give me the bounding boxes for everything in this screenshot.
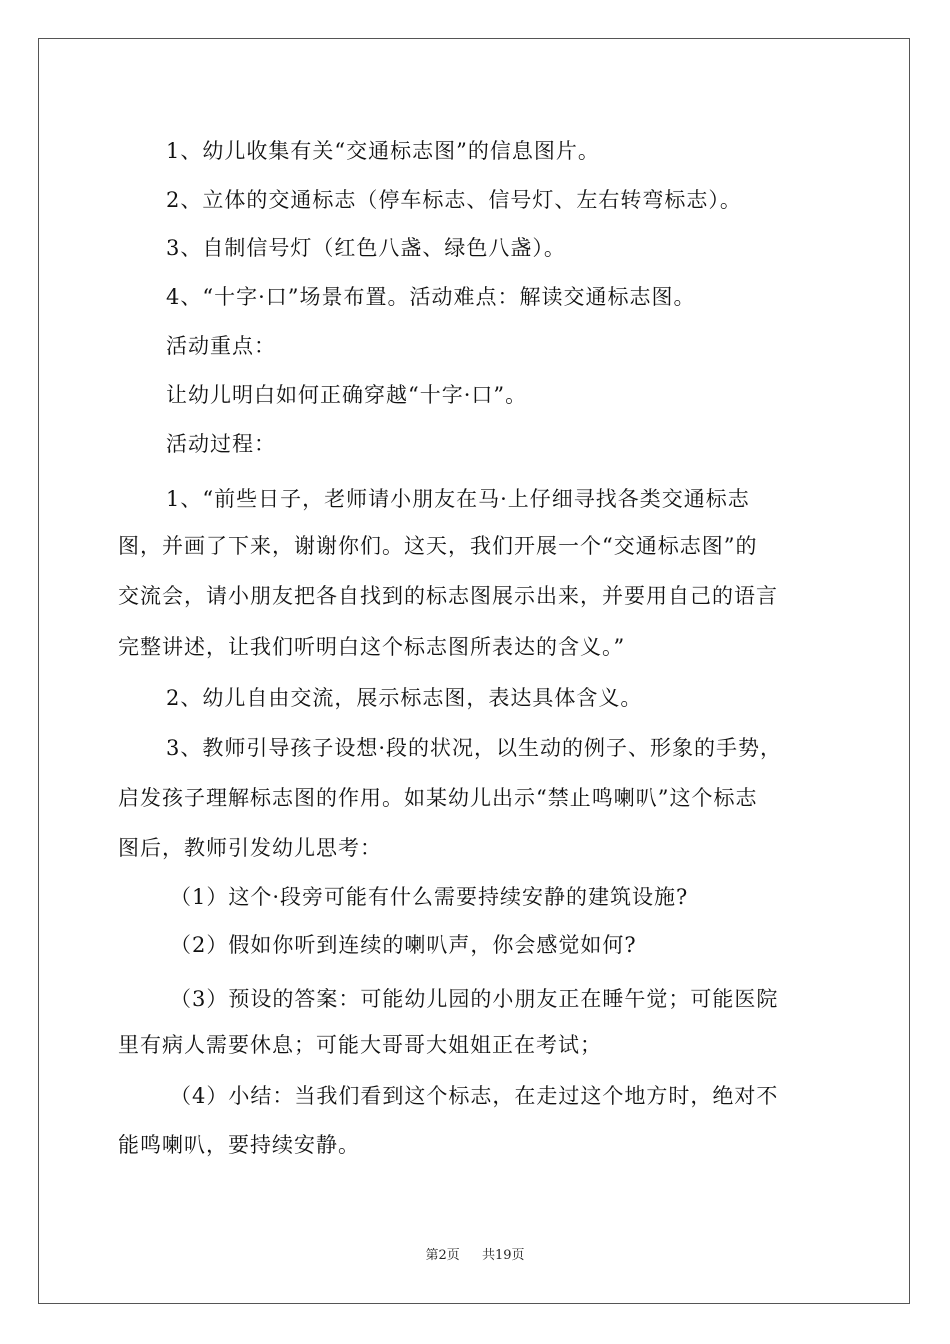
- paragraph-line: 3、自制信号灯（红色八盏、绿色八盏）。: [166, 236, 566, 260]
- list-item-line: （3）预设的答案：可能幼儿园的小朋友正在睡午觉；可能医院: [170, 987, 779, 1011]
- paragraph-line: 2、立体的交通标志（停车标志、信号灯、左右转弯标志）。: [166, 188, 742, 212]
- paragraph-line: 1、“前些日子，老师请小朋友在马·上仔细寻找各类交通标志: [166, 487, 750, 511]
- paragraph-line: 2、幼儿自由交流，展示标志图，表达具体含义。: [166, 686, 643, 710]
- page-footer: [0, 1247, 950, 1265]
- list-item-line: （1）这个·段旁可能有什么需要持续安静的建筑设施?: [170, 885, 689, 909]
- total-pages: 共19页: [482, 1248, 525, 1263]
- paragraph-line: 让幼儿明白如何正确穿越“十字·口”。: [166, 383, 528, 407]
- paragraph-line: 完整讲述，让我们听明白这个标志图所表达的含义。”: [118, 635, 626, 659]
- section-heading: 活动重点：: [166, 334, 276, 358]
- list-item-line: 里有病人需要休息；可能大哥哥大姐姐正在考试；: [118, 1033, 602, 1057]
- page-number: 第2页: [425, 1248, 460, 1263]
- paragraph-line: 交流会，请小朋友把各自找到的标志图展示出来，并要用自己的语言: [118, 584, 778, 608]
- list-item-line: （2）假如你听到连续的喇叭声，你会感觉如何?: [170, 933, 637, 957]
- list-item-line: （4）小结：当我们看到这个标志，在走过这个地方时，绝对不: [170, 1084, 779, 1108]
- page-border: [38, 38, 910, 1304]
- paragraph-line: 图，并画了下来，谢谢你们。这天，我们开展一个“交通标志图”的: [118, 534, 758, 558]
- paragraph-line: 图后，教师引发幼儿思考：: [118, 836, 382, 860]
- paragraph-line: 3、教师引导孩子设想·段的状况，以生动的例子、形象的手势，: [166, 736, 783, 760]
- paragraph-line: 启发孩子理解标志图的作用。如某幼儿出示“禁止鸣喇叭”这个标志: [118, 786, 758, 810]
- list-item-line: 能鸣喇叭，要持续安静。: [118, 1133, 360, 1157]
- section-heading: 活动过程：: [166, 432, 276, 456]
- paragraph-line: 1、幼儿收集有关“交通标志图”的信息图片。: [166, 139, 600, 163]
- paragraph-line: 4、“十字·口”场景布置。活动难点：解读交通标志图。: [166, 285, 696, 309]
